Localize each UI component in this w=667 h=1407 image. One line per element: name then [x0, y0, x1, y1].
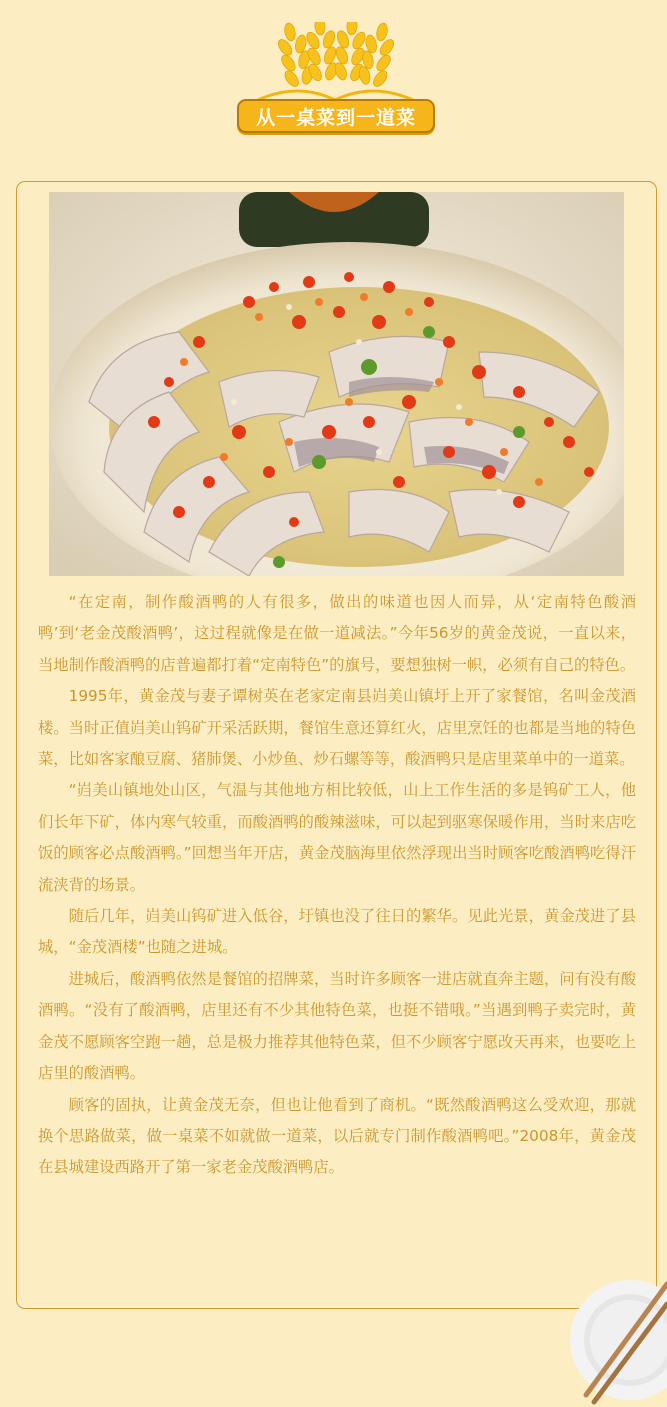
paragraph: 进城后，酸酒鸭依然是餐馆的招牌菜，当时许多顾客一进店就直奔主题，问有没有酸酒鸭。“没有了酸酒鸭，店里还有不少其他特色菜，也挺不错哦。”当遇到鸭子卖完时，黄金茂不愿顾客空跑一趟，总是极力推荐其他特色菜，但不少顾客宁愿改天再来，也要吃上店里的酸酒鸭。	[38, 969, 636, 1083]
wheat-icon	[248, 22, 423, 102]
plate-chopsticks-icon	[568, 1270, 667, 1407]
sour-wine-duck-image	[49, 192, 624, 576]
article-body	[38, 587, 636, 1184]
header	[0, 0, 667, 150]
paragraph: “岿美山镇地处山区，气温与其他地方相比较低，山上工作生活的多是钨矿工人，他们长年下矿，体内寒气较重，而酸酒鸭的酸辣滋味，可以起到驱寒保暖作用，当时来店吃饭的顾客必点酸酒鸭。”回想当年开店，黄金茂脑海里依然浮现出当时顾客吃酸酒鸭吃得汗流浃背的场景。	[38, 781, 636, 894]
dish-photo	[49, 192, 624, 576]
paragraph: 1995年，黄金茂与妻子谭树英在老家定南县岿美山镇圩上开了家餐馆，名叫金茂酒楼。当时正值岿美山钨矿开采活跃期，餐馆生意还算红火，店里烹饪的也都是当地的特色菜，比如客家酿豆腐、猪肺煲、小炒鱼、炒石螺等等，酸酒鸭只是店里菜单中的一道菜。	[38, 687, 636, 769]
paragraph: “在定南，制作酸酒鸭的人有很多，做出的味道也因人而异，从‘定南特色酸酒鸭’到‘老金茂酸酒鸭’，这过程就像是在做一道减法。”今年56岁的黄金茂说，一直以来，当地制作酸酒鸭的店普遍都打着“定南特色”的旗号，要想独树一帜，必须有自己的特色。	[38, 593, 636, 674]
paragraph: 随后几年，岿美山钨矿进入低谷，圩镇也没了往日的繁华。见此光景，黄金茂进了县城，“金茂酒楼”也随之进城。	[38, 907, 636, 957]
paragraph: 顾客的固执，让黄金茂无奈，但也让他看到了商机。“既然酸酒鸭这么受欢迎，那就换个思路做菜，做一桌菜不如就做一道菜，以后就专门制作酸酒鸭吧。”2008年，黄金茂在县城建设西路开了第一家老金茂酸酒鸭店。	[38, 1095, 636, 1177]
section-title: 从一桌菜到一道菜	[237, 99, 435, 133]
